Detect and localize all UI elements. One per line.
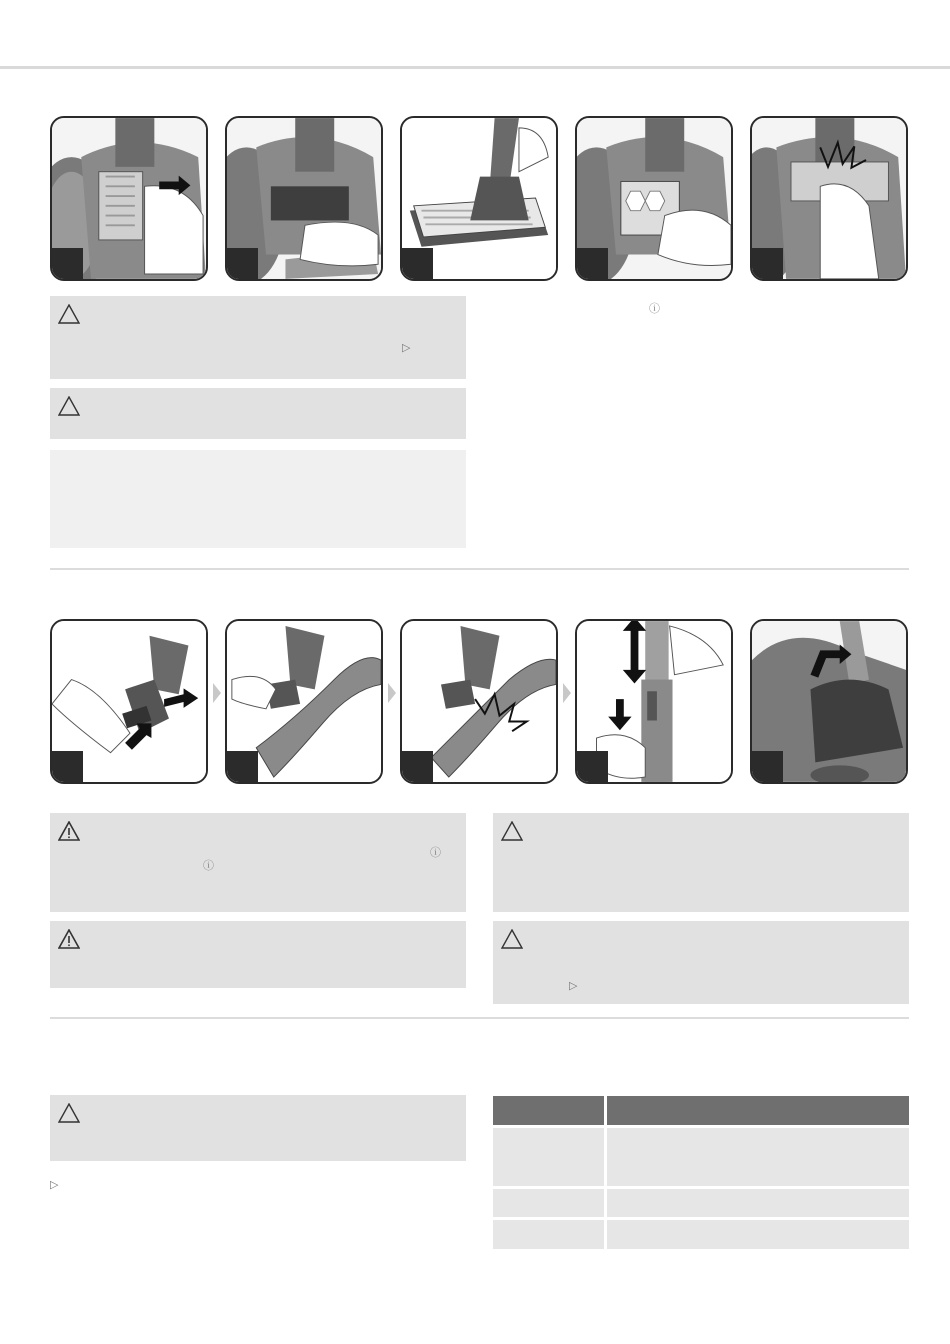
next-step-chevron-icon bbox=[213, 683, 221, 703]
hazard-note-1 bbox=[50, 813, 466, 912]
step-illustration-2 bbox=[225, 619, 383, 784]
next-step-chevron-icon bbox=[388, 683, 396, 703]
play-arrow-icon: ▷ bbox=[50, 1179, 59, 1191]
table-header-cell bbox=[493, 1096, 604, 1125]
power-icon: ⓘ bbox=[430, 847, 441, 859]
warning-triangle-icon bbox=[58, 1103, 80, 1123]
hazard-note-2 bbox=[50, 921, 466, 988]
step-illustration-4 bbox=[575, 116, 733, 281]
step-illustration-3 bbox=[400, 619, 558, 784]
table-cell bbox=[493, 1189, 604, 1217]
step-illustration-2 bbox=[225, 116, 383, 281]
step-illustration-1 bbox=[50, 116, 208, 281]
step-number-badge bbox=[50, 751, 83, 784]
warning-triangle-icon bbox=[58, 304, 80, 324]
hazard-triangle-icon bbox=[58, 929, 80, 949]
warning-note-4 bbox=[493, 921, 909, 1004]
warning-triangle-icon bbox=[501, 821, 523, 841]
step-number-badge bbox=[750, 751, 783, 784]
top-rule bbox=[0, 66, 950, 69]
play-arrow-icon: ▷ bbox=[569, 980, 578, 992]
step-illustration-4 bbox=[575, 619, 733, 784]
step-number-badge bbox=[50, 248, 83, 281]
play-arrow-icon: ▷ bbox=[402, 342, 411, 354]
step-number-badge bbox=[400, 751, 433, 784]
step-illustration-1 bbox=[50, 619, 208, 784]
table-cell bbox=[607, 1220, 909, 1249]
warning-note-1 bbox=[50, 296, 466, 379]
step-number-badge bbox=[400, 248, 433, 281]
step-number-badge bbox=[575, 751, 608, 784]
info-note bbox=[50, 450, 466, 548]
section-divider bbox=[50, 1017, 909, 1019]
warning-note-2 bbox=[50, 388, 466, 439]
step-number-badge bbox=[225, 751, 258, 784]
table-cell bbox=[607, 1189, 909, 1217]
step-illustration-5 bbox=[750, 619, 908, 784]
step-number-badge bbox=[750, 248, 783, 281]
table-header-cell bbox=[607, 1096, 909, 1125]
hazard-triangle-icon bbox=[58, 821, 80, 841]
power-icon: ⓘ bbox=[649, 303, 660, 315]
section-divider bbox=[50, 568, 909, 570]
step-illustration-3 bbox=[400, 116, 558, 281]
table-cell bbox=[607, 1128, 909, 1186]
next-step-chevron-icon bbox=[563, 683, 571, 703]
power-icon: ⓘ bbox=[203, 860, 214, 872]
warning-note-3 bbox=[493, 813, 909, 912]
warning-note-5 bbox=[50, 1095, 466, 1161]
warning-triangle-icon bbox=[501, 929, 523, 949]
table-cell bbox=[493, 1220, 604, 1249]
step-number-badge bbox=[575, 248, 608, 281]
step-number-badge bbox=[225, 248, 258, 281]
warning-triangle-icon bbox=[58, 396, 80, 416]
table-cell bbox=[493, 1128, 604, 1186]
step-illustration-5 bbox=[750, 116, 908, 281]
